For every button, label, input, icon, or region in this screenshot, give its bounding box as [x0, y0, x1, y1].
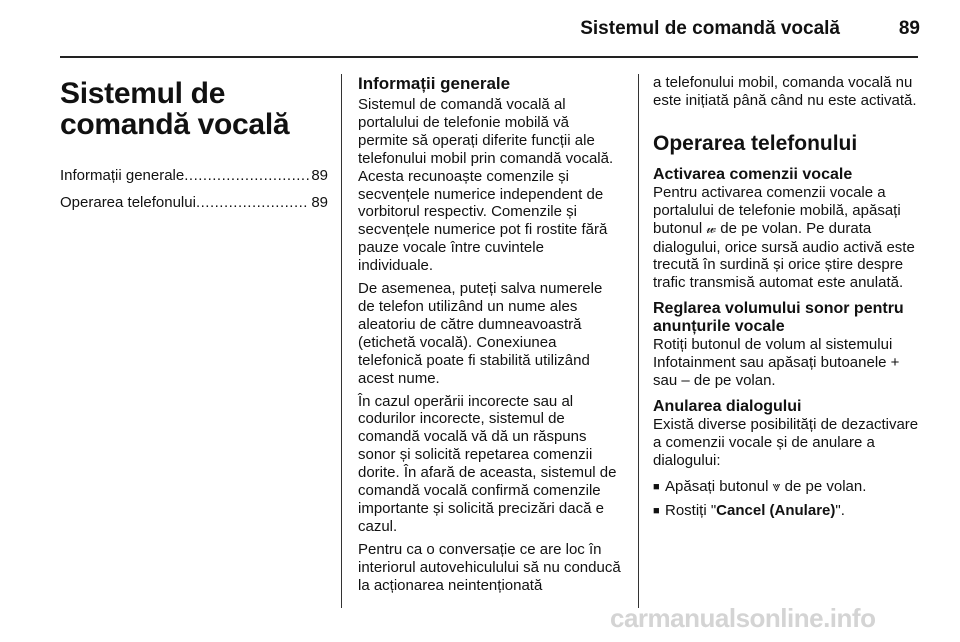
toc-leader-dots	[196, 189, 309, 216]
toc-item-label: Informații generale	[60, 167, 185, 184]
voice-command: Cancel (Anulare)	[716, 501, 836, 519]
subheading-volume: Reglarea volumului sonor pentru anunțurile vocale	[653, 300, 904, 336]
bullet-list	[653, 475, 923, 523]
column-left	[60, 74, 328, 216]
paragraph: De asemenea, puteți salva numerele de telefon utilizând un nume ales aleatoriu de către dumneavoastră (etichetă vocală). Conexiunea telefonică poate fi stabilită utilizând acest nume.	[358, 280, 603, 387]
chapter-title-line2: comandă vocală	[60, 108, 290, 141]
chapter-title	[60, 78, 328, 140]
section-heading-general: Informații generale	[358, 74, 511, 93]
header-title: Sistemul de comandă vocală	[580, 18, 840, 39]
column-middle	[358, 74, 622, 599]
toc-item-phone[interactable]	[60, 189, 328, 216]
paragraph-continued: a telefonului mobil, comanda vocală nu este inițiată până când nu este activată.	[653, 74, 917, 109]
section-heading-phone: Operarea telefonului	[653, 131, 858, 155]
text: de pe volan.	[784, 477, 867, 495]
column-right	[653, 74, 923, 523]
toc-item-general[interactable]	[60, 162, 328, 189]
text: Apăsați butonul	[665, 477, 769, 495]
text: de pe volan. Pe durata dialogului, orice sursă audio activă este trecută în surdină și orice știre despre trafic transmisă automat este anulată.	[653, 219, 915, 292]
paragraph-cancel: Există diverse posibilități de dezactivare a comenzii vocale și de anulare a dialogului:	[653, 415, 919, 469]
toc-leader-dots	[184, 162, 309, 189]
subheading-cancel: Anularea dialogului	[653, 397, 802, 415]
paragraph-activate	[653, 184, 923, 292]
watermark: carmanualsonline.info	[610, 603, 876, 633]
paragraph: În cazul operării incorecte sau al codurilor incorecte, sistemul de comandă vocală vă dă un răspuns sonor și solicită repetarea comenzii dorite. În afară de aceasta, sistemul de comandă vocală confirmă comenzile importante și solicită precizări dacă e cazul.	[358, 392, 617, 535]
text: Rostiți "	[665, 501, 717, 519]
column-divider	[341, 74, 342, 608]
subheading-activate: Activarea comenzii vocale	[653, 165, 853, 183]
paragraph-volume: Rotiți butonul de volum al sistemului Infotainment sau apăsați butoanele + sau – de pe volan.	[653, 336, 900, 390]
chapter-title-line1: Sistemul de	[60, 77, 226, 110]
header-rule	[60, 56, 918, 58]
page-number: 89	[898, 18, 920, 39]
table-of-contents	[60, 162, 328, 216]
hang-up-button-icon: ⩔	[772, 478, 781, 495]
toc-item-page: 89	[311, 194, 328, 211]
paragraph: Pentru ca o conversație ce are loc în interiorul autovehiculului să nu conducă la acționarea neintenționată	[358, 540, 621, 594]
column-divider	[638, 74, 639, 608]
list-item	[653, 499, 923, 523]
voice-button-icon: 𝓌	[706, 220, 717, 237]
paragraph: Sistemul de comandă vocală al portalului de telefonie mobilă vă permite să operați diferite funcții ale telefonului mobil prin comandă vocală. Acesta recunoaște comenzile și secvențele numerice independent de vorbitorul respectiv. Comenzile și secvențele numerice pot fi rostite fără pauze vocale între cuvintele individuale.	[358, 96, 614, 275]
toc-item-page: 89	[311, 167, 328, 184]
text: Pentru activarea comenzii vocale a portalului de telefonie mobilă, apăsați butonul	[653, 183, 901, 237]
toc-item-label: Operarea telefonului	[60, 194, 196, 211]
list-item	[653, 475, 923, 499]
text: ".	[835, 501, 845, 519]
